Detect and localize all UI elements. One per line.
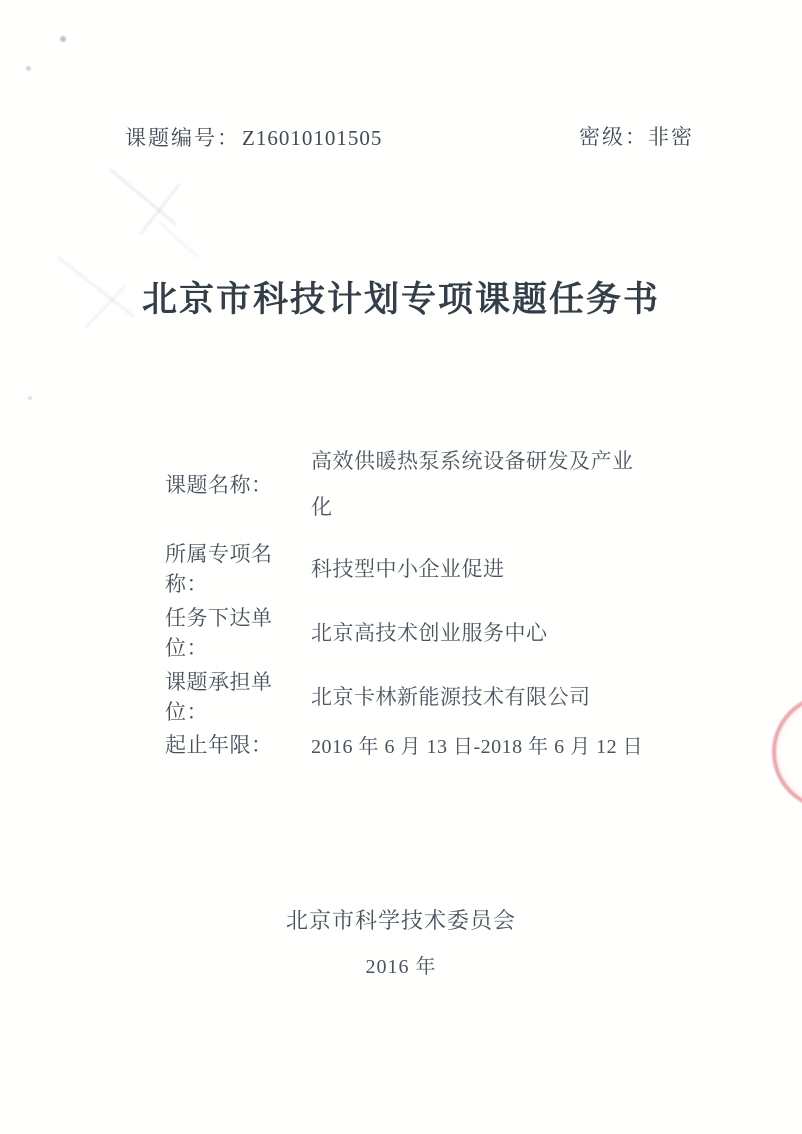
project-number-value: Z16010101505 bbox=[242, 126, 383, 150]
scan-artifact-speck bbox=[26, 66, 31, 71]
scan-artifact-stroke bbox=[158, 221, 198, 257]
field-row-task-issuer bbox=[165, 602, 548, 662]
field-label: 所属专项名称： bbox=[165, 542, 273, 596]
field-row-special-program bbox=[165, 538, 505, 598]
field-row-project-name bbox=[165, 438, 637, 530]
footer-organization: 北京市科学技术委员会 bbox=[285, 908, 516, 933]
red-seal-stamp bbox=[772, 694, 802, 810]
footer-year: 2016 年 bbox=[365, 956, 437, 978]
field-label: 起止年限： bbox=[165, 733, 273, 757]
security-level-label: 密级： bbox=[579, 125, 648, 149]
field-row-undertaking-unit bbox=[165, 666, 591, 726]
field-value: 北京卡林新能源技术有限公司 bbox=[311, 685, 591, 709]
scan-artifact-speck bbox=[28, 396, 32, 400]
scan-artifact-speck bbox=[60, 36, 66, 42]
project-number-label: 课题编号： bbox=[125, 126, 240, 150]
scan-artifact-stroke bbox=[140, 183, 181, 235]
field-label: 课题承担单位： bbox=[165, 670, 273, 724]
field-row-project-period bbox=[165, 729, 643, 759]
field-value: 高效供暖热泵系统设备研发及产业化 bbox=[311, 449, 634, 519]
security-level bbox=[579, 121, 694, 151]
field-label: 课题名称： bbox=[165, 473, 273, 497]
field-value: 北京高技术创业服务中心 bbox=[311, 621, 548, 645]
field-value: 科技型中小企业促进 bbox=[311, 557, 505, 581]
page-title: 北京市科技计划专项课题任务书 bbox=[141, 280, 660, 319]
security-level-value: 非密 bbox=[648, 125, 694, 149]
field-value: 2016 年 6 月 13 日-2018 年 6 月 12 日 bbox=[311, 735, 644, 758]
field-label: 任务下达单位： bbox=[165, 606, 273, 660]
project-number bbox=[125, 122, 382, 152]
